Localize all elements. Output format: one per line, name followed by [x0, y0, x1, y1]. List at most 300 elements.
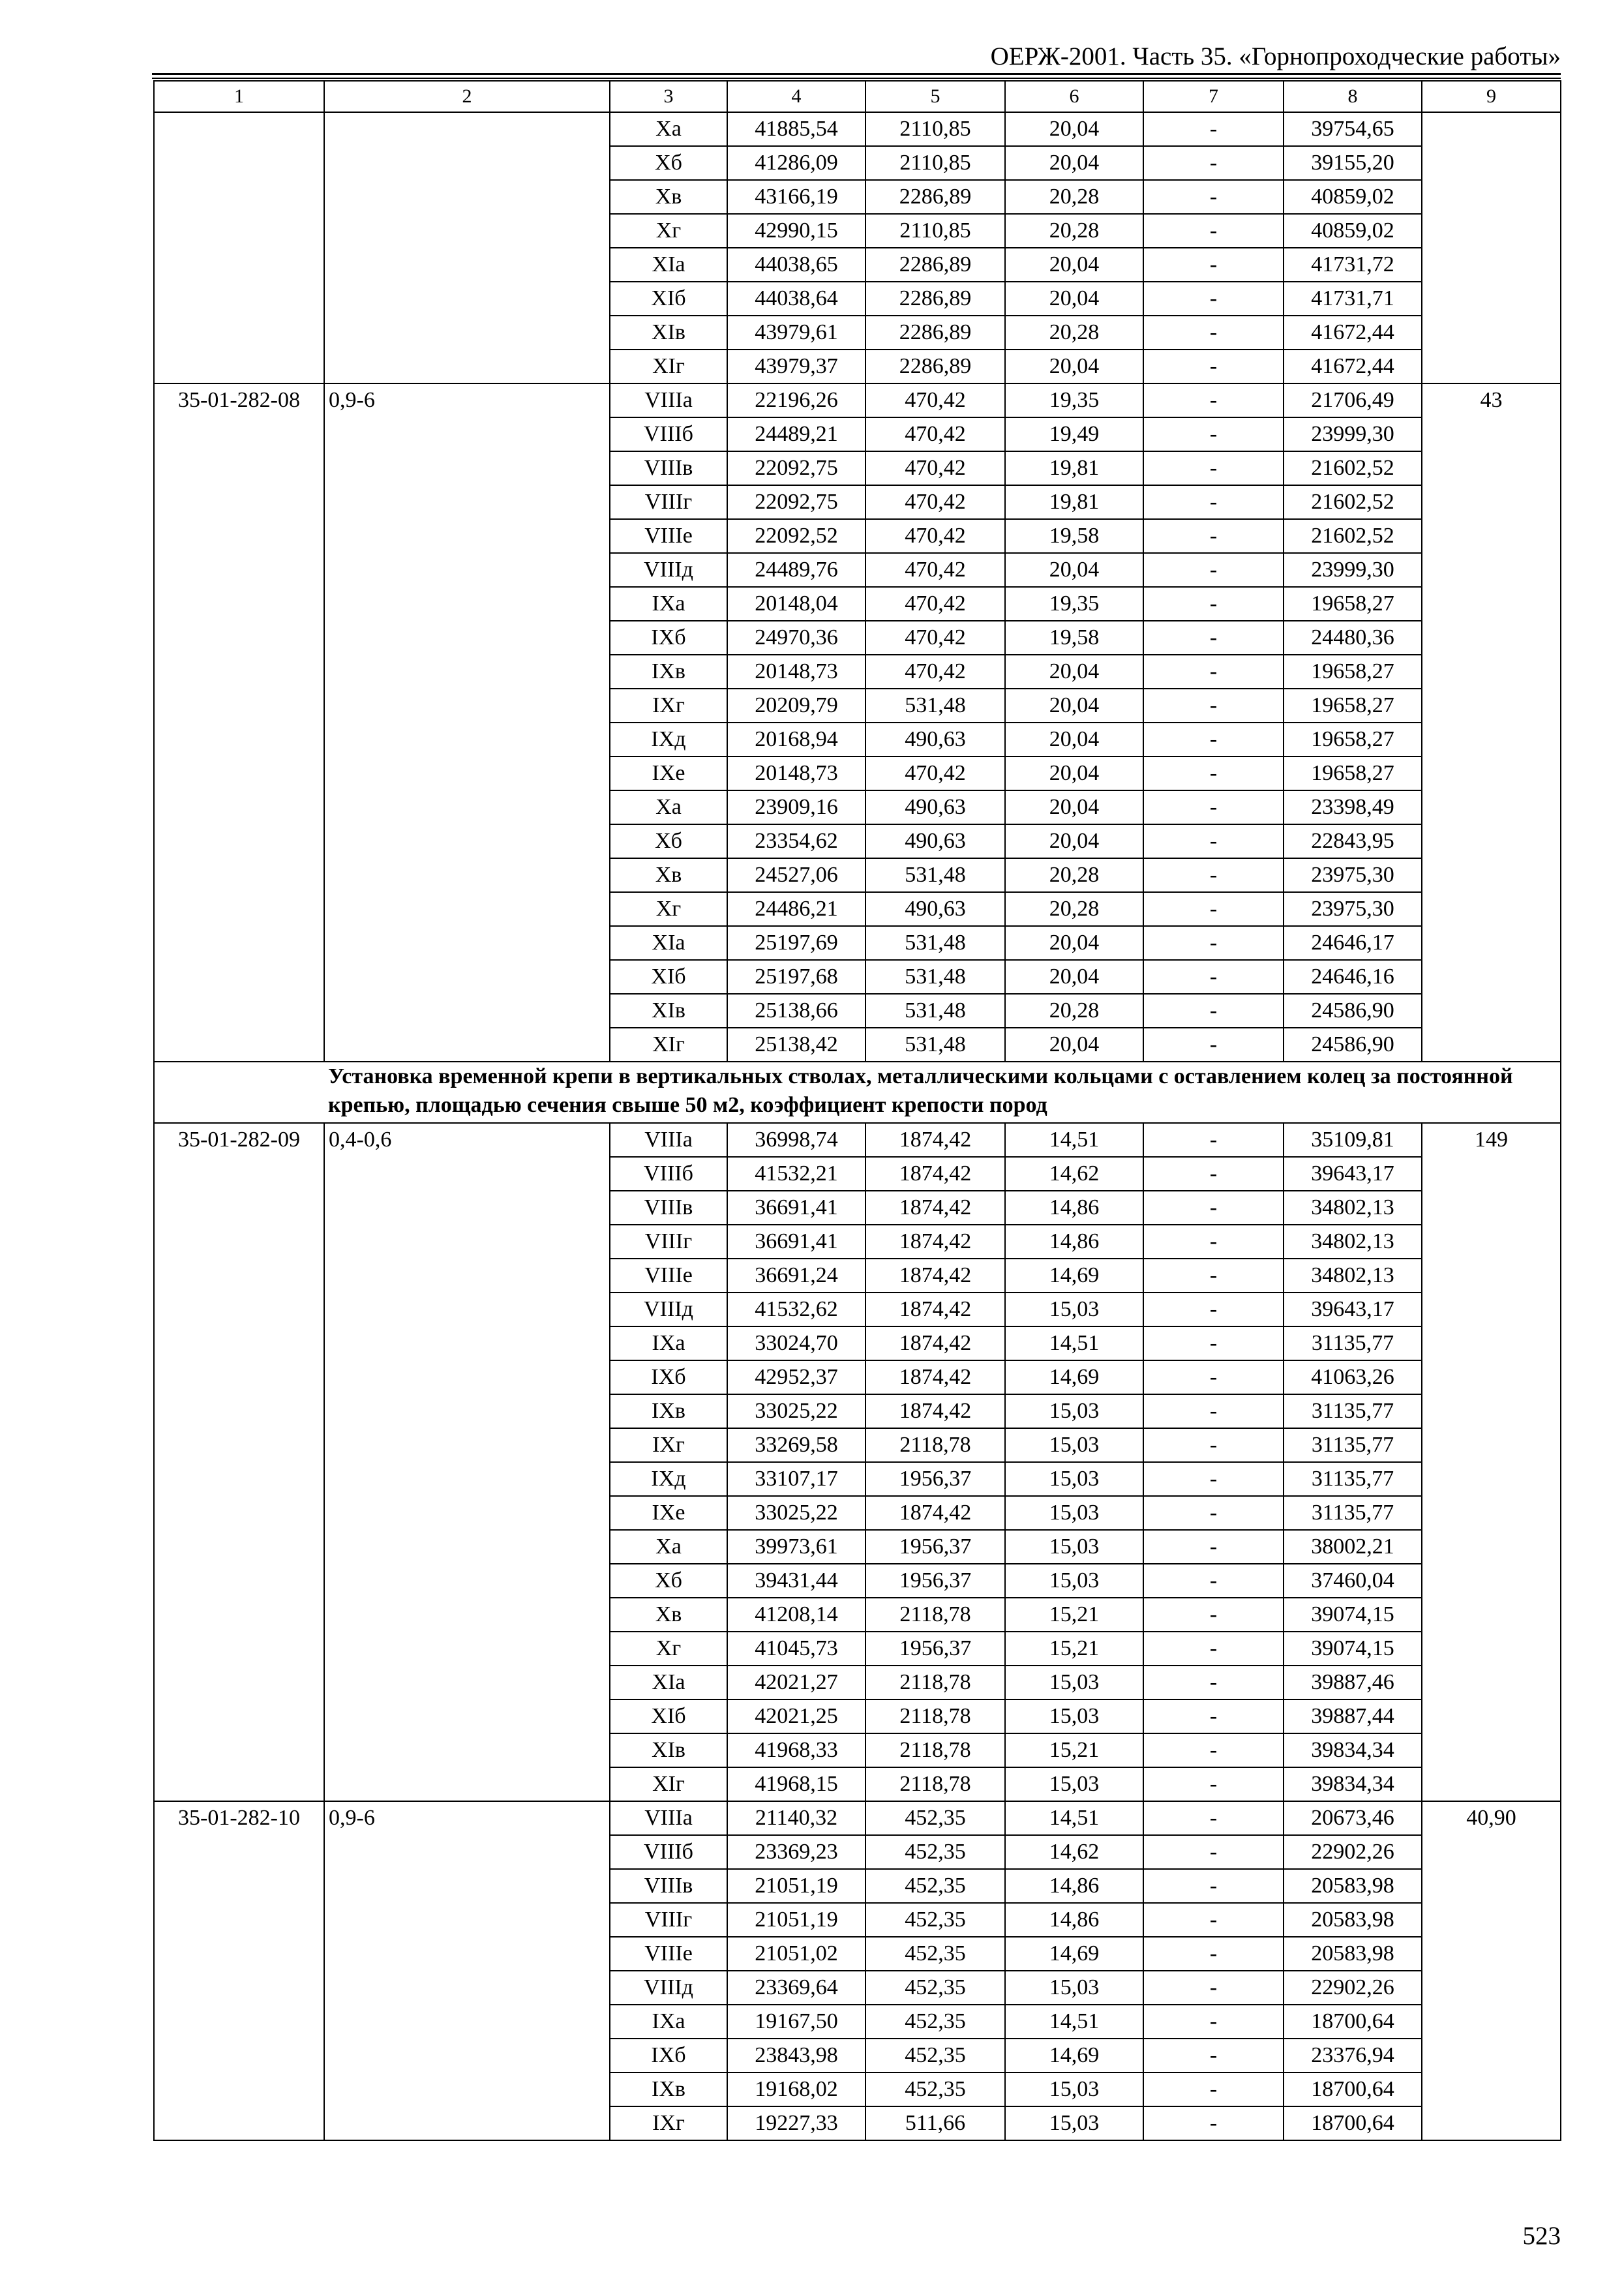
rock-group: IXд [610, 723, 727, 756]
machine-cost: 14,69 [1005, 1259, 1143, 1293]
direct-cost: 22092,52 [727, 519, 865, 553]
rock-group: VIIIб [610, 1835, 727, 1869]
material-cost: - [1143, 655, 1284, 689]
material-cost: - [1143, 689, 1284, 723]
material-cost: - [1143, 1801, 1284, 1835]
column-number-row [154, 81, 1561, 112]
other-cost: 37460,04 [1284, 1564, 1422, 1598]
other-cost: 19658,27 [1284, 689, 1422, 723]
rock-group: XIб [610, 1699, 727, 1733]
machine-cost: 20,28 [1005, 994, 1143, 1028]
labor-cost: 1956,37 [865, 1632, 1005, 1666]
material-cost: - [1143, 1767, 1284, 1801]
column-number: 9 [1422, 81, 1561, 112]
material-cost: - [1143, 1903, 1284, 1937]
rock-group: IXд [610, 1462, 727, 1496]
table-row [154, 383, 1561, 417]
header-rule-thin [152, 78, 1561, 79]
other-cost: 21602,52 [1284, 519, 1422, 553]
material-cost: - [1143, 621, 1284, 655]
machine-cost: 15,03 [1005, 1293, 1143, 1326]
machine-cost: 15,03 [1005, 1564, 1143, 1598]
material-cost: - [1143, 316, 1284, 350]
material-cost: - [1143, 858, 1284, 892]
other-cost: 39834,34 [1284, 1767, 1422, 1801]
other-cost: 18700,64 [1284, 2106, 1422, 2140]
other-cost: 31135,77 [1284, 1462, 1422, 1496]
direct-cost: 41968,15 [727, 1767, 865, 1801]
material-cost: - [1143, 1191, 1284, 1225]
direct-cost: 20148,04 [727, 587, 865, 621]
other-cost: 39643,17 [1284, 1157, 1422, 1191]
rock-group: XIв [610, 1733, 727, 1767]
rock-group: Xб [610, 1564, 727, 1598]
other-cost: 31135,77 [1284, 1394, 1422, 1428]
section-row [154, 1062, 1561, 1123]
machine-cost: 14,51 [1005, 1801, 1143, 1835]
direct-cost: 43979,37 [727, 350, 865, 383]
labor-cost: 511,66 [865, 2106, 1005, 2140]
labor-cost: 531,48 [865, 1028, 1005, 1062]
direct-cost: 36691,41 [727, 1225, 865, 1259]
material-cost: - [1143, 1530, 1284, 1564]
direct-cost: 23909,16 [727, 790, 865, 824]
other-cost: 34802,13 [1284, 1259, 1422, 1293]
rate-code: 35-01-282-08 [154, 383, 324, 1062]
material-cost: - [1143, 519, 1284, 553]
material-cost: - [1143, 960, 1284, 994]
rock-group: IXб [610, 1360, 727, 1394]
direct-cost: 41208,14 [727, 1598, 865, 1632]
machine-cost: 15,03 [1005, 1394, 1143, 1428]
strength-coefficient [324, 112, 610, 383]
material-cost: - [1143, 1835, 1284, 1869]
machine-cost: 14,86 [1005, 1225, 1143, 1259]
other-cost: 40859,02 [1284, 214, 1422, 248]
rock-group: XIг [610, 350, 727, 383]
other-cost: 38002,21 [1284, 1530, 1422, 1564]
labor-cost: 531,48 [865, 960, 1005, 994]
material-cost: - [1143, 485, 1284, 519]
table-row [154, 1801, 1561, 1835]
column-9-value: 40,90 [1422, 1801, 1561, 2140]
labor-cost: 2286,89 [865, 350, 1005, 383]
page-number: 523 [1522, 2222, 1561, 2250]
labor-cost: 452,35 [865, 1937, 1005, 1971]
machine-cost: 20,04 [1005, 960, 1143, 994]
material-cost: - [1143, 756, 1284, 790]
other-cost: 41672,44 [1284, 316, 1422, 350]
other-cost: 39155,20 [1284, 146, 1422, 180]
other-cost: 20583,98 [1284, 1869, 1422, 1903]
direct-cost: 24489,21 [727, 417, 865, 451]
rock-group: IXб [610, 2039, 727, 2072]
rock-group: VIIIд [610, 553, 727, 587]
direct-cost: 39973,61 [727, 1530, 865, 1564]
machine-cost: 15,21 [1005, 1632, 1143, 1666]
direct-cost: 36691,24 [727, 1259, 865, 1293]
machine-cost: 20,28 [1005, 858, 1143, 892]
labor-cost: 470,42 [865, 485, 1005, 519]
rock-group: VIIIe [610, 1937, 727, 1971]
labor-cost: 1874,42 [865, 1293, 1005, 1326]
machine-cost: 15,03 [1005, 1496, 1143, 1530]
material-cost: - [1143, 2106, 1284, 2140]
material-cost: - [1143, 248, 1284, 282]
other-cost: 24646,17 [1284, 926, 1422, 960]
labor-cost: 1874,42 [865, 1259, 1005, 1293]
direct-cost: 23369,64 [727, 1971, 865, 2005]
rock-group: IXe [610, 1496, 727, 1530]
machine-cost: 15,03 [1005, 1530, 1143, 1564]
direct-cost: 41968,33 [727, 1733, 865, 1767]
direct-cost: 33024,70 [727, 1326, 865, 1360]
rock-group: VIIIa [610, 383, 727, 417]
machine-cost: 19,58 [1005, 519, 1143, 553]
labor-cost: 1874,42 [865, 1326, 1005, 1360]
material-cost: - [1143, 1462, 1284, 1496]
material-cost: - [1143, 417, 1284, 451]
material-cost: - [1143, 1028, 1284, 1062]
material-cost: - [1143, 112, 1284, 146]
rock-group: Xa [610, 112, 727, 146]
material-cost: - [1143, 350, 1284, 383]
labor-cost: 531,48 [865, 926, 1005, 960]
machine-cost: 20,04 [1005, 926, 1143, 960]
rock-group: Xг [610, 214, 727, 248]
direct-cost: 24489,76 [727, 553, 865, 587]
rock-group: Xб [610, 146, 727, 180]
rock-group: IXг [610, 689, 727, 723]
machine-cost: 15,03 [1005, 1462, 1143, 1496]
other-cost: 20583,98 [1284, 1903, 1422, 1937]
material-cost: - [1143, 451, 1284, 485]
direct-cost: 42952,37 [727, 1360, 865, 1394]
labor-cost: 470,42 [865, 417, 1005, 451]
material-cost: - [1143, 1326, 1284, 1360]
rock-group: XIб [610, 960, 727, 994]
column-9-value: 149 [1422, 1123, 1561, 1801]
other-cost: 39834,34 [1284, 1733, 1422, 1767]
labor-cost: 531,48 [865, 994, 1005, 1028]
labor-cost: 1956,37 [865, 1530, 1005, 1564]
machine-cost: 14,69 [1005, 1937, 1143, 1971]
direct-cost: 24486,21 [727, 892, 865, 926]
machine-cost: 15,03 [1005, 2072, 1143, 2106]
direct-cost: 20209,79 [727, 689, 865, 723]
rates-table [153, 80, 1561, 2141]
labor-cost: 2286,89 [865, 316, 1005, 350]
material-cost: - [1143, 1598, 1284, 1632]
direct-cost: 36998,74 [727, 1123, 865, 1157]
labor-cost: 490,63 [865, 790, 1005, 824]
other-cost: 41063,26 [1284, 1360, 1422, 1394]
other-cost: 31135,77 [1284, 1496, 1422, 1530]
rock-group: Xг [610, 1632, 727, 1666]
labor-cost: 531,48 [865, 858, 1005, 892]
material-cost: - [1143, 723, 1284, 756]
other-cost: 19658,27 [1284, 655, 1422, 689]
material-cost: - [1143, 146, 1284, 180]
other-cost: 34802,13 [1284, 1191, 1422, 1225]
rock-group: VIIIa [610, 1801, 727, 1835]
direct-cost: 23843,98 [727, 2039, 865, 2072]
rock-group: XIг [610, 1028, 727, 1062]
other-cost: 24586,90 [1284, 1028, 1422, 1062]
material-cost: - [1143, 1293, 1284, 1326]
material-cost: - [1143, 2039, 1284, 2072]
material-cost: - [1143, 2072, 1284, 2106]
rock-group: XIa [610, 926, 727, 960]
other-cost: 31135,77 [1284, 1326, 1422, 1360]
other-cost: 41731,71 [1284, 282, 1422, 316]
machine-cost: 15,03 [1005, 1699, 1143, 1733]
other-cost: 23975,30 [1284, 858, 1422, 892]
labor-cost: 2118,78 [865, 1733, 1005, 1767]
table-row [154, 1123, 1561, 1157]
other-cost: 39887,46 [1284, 1666, 1422, 1699]
other-cost: 22902,26 [1284, 1971, 1422, 2005]
other-cost: 23999,30 [1284, 553, 1422, 587]
machine-cost: 14,86 [1005, 1903, 1143, 1937]
rock-group: IXв [610, 1394, 727, 1428]
other-cost: 39074,15 [1284, 1632, 1422, 1666]
direct-cost: 41885,54 [727, 112, 865, 146]
rock-group: XIa [610, 248, 727, 282]
machine-cost: 20,04 [1005, 282, 1143, 316]
labor-cost: 1874,42 [865, 1225, 1005, 1259]
machine-cost: 14,86 [1005, 1191, 1143, 1225]
material-cost: - [1143, 994, 1284, 1028]
labor-cost: 470,42 [865, 553, 1005, 587]
material-cost: - [1143, 1564, 1284, 1598]
direct-cost: 42990,15 [727, 214, 865, 248]
rock-group: VIIIa [610, 1123, 727, 1157]
labor-cost: 470,42 [865, 655, 1005, 689]
rate-code [154, 112, 324, 383]
rock-group: XIв [610, 994, 727, 1028]
labor-cost: 2286,89 [865, 180, 1005, 214]
direct-cost: 44038,65 [727, 248, 865, 282]
machine-cost: 20,04 [1005, 689, 1143, 723]
machine-cost: 20,04 [1005, 756, 1143, 790]
labor-cost: 2118,78 [865, 1699, 1005, 1733]
machine-cost: 20,28 [1005, 180, 1143, 214]
labor-cost: 452,35 [865, 1835, 1005, 1869]
labor-cost: 2118,78 [865, 1767, 1005, 1801]
machine-cost: 20,04 [1005, 350, 1143, 383]
rock-group: IXг [610, 1428, 727, 1462]
machine-cost: 14,69 [1005, 2039, 1143, 2072]
rock-group: VIIIв [610, 1191, 727, 1225]
other-cost: 41672,44 [1284, 350, 1422, 383]
column-number: 3 [610, 81, 727, 112]
labor-cost: 2118,78 [865, 1428, 1005, 1462]
direct-cost: 44038,64 [727, 282, 865, 316]
rock-group: IXв [610, 2072, 727, 2106]
header-rule [152, 73, 1561, 75]
page-header: ОЕРЖ-2001. Часть 35. «Горнопроходческие работы» [990, 42, 1561, 70]
other-cost: 18700,64 [1284, 2005, 1422, 2039]
direct-cost: 19168,02 [727, 2072, 865, 2106]
labor-cost: 452,35 [865, 1869, 1005, 1903]
column-number: 2 [324, 81, 610, 112]
direct-cost: 25197,68 [727, 960, 865, 994]
material-cost: - [1143, 1733, 1284, 1767]
labor-cost: 1956,37 [865, 1564, 1005, 1598]
material-cost: - [1143, 383, 1284, 417]
machine-cost: 14,69 [1005, 1360, 1143, 1394]
direct-cost: 20148,73 [727, 756, 865, 790]
section-title: Установка временной крепи в вертикальных стволах, металлическими кольцами с оставлением колец за постоянной крепью, площадью сечения свыше 50 м2, коэффициент крепости пород [154, 1062, 1561, 1123]
material-cost: - [1143, 1971, 1284, 2005]
rock-group: Xг [610, 892, 727, 926]
machine-cost: 20,04 [1005, 146, 1143, 180]
rate-code: 35-01-282-10 [154, 1801, 324, 2140]
other-cost: 22843,95 [1284, 824, 1422, 858]
rock-group: Xв [610, 858, 727, 892]
material-cost: - [1143, 553, 1284, 587]
machine-cost: 14,62 [1005, 1835, 1143, 1869]
machine-cost: 14,51 [1005, 1326, 1143, 1360]
direct-cost: 42021,25 [727, 1699, 865, 1733]
labor-cost: 452,35 [865, 1903, 1005, 1937]
direct-cost: 19167,50 [727, 2005, 865, 2039]
strength-coefficient: 0,9-6 [324, 1801, 610, 2140]
machine-cost: 15,03 [1005, 2106, 1143, 2140]
labor-cost: 470,42 [865, 621, 1005, 655]
rock-group: VIIIe [610, 1259, 727, 1293]
labor-cost: 1874,42 [865, 1191, 1005, 1225]
other-cost: 19658,27 [1284, 723, 1422, 756]
labor-cost: 2110,85 [865, 146, 1005, 180]
rock-group: IXг [610, 2106, 727, 2140]
rock-group: Xв [610, 180, 727, 214]
material-cost: - [1143, 587, 1284, 621]
other-cost: 20583,98 [1284, 1937, 1422, 1971]
machine-cost: 19,58 [1005, 621, 1143, 655]
rate-code: 35-01-282-09 [154, 1123, 324, 1801]
rock-group: VIIIд [610, 1971, 727, 2005]
machine-cost: 19,35 [1005, 587, 1143, 621]
labor-cost: 470,42 [865, 451, 1005, 485]
direct-cost: 22196,26 [727, 383, 865, 417]
machine-cost: 14,86 [1005, 1869, 1143, 1903]
machine-cost: 20,28 [1005, 316, 1143, 350]
rock-group: Xб [610, 824, 727, 858]
direct-cost: 20168,94 [727, 723, 865, 756]
rock-group: XIг [610, 1767, 727, 1801]
machine-cost: 20,04 [1005, 723, 1143, 756]
other-cost: 19658,27 [1284, 587, 1422, 621]
machine-cost: 19,81 [1005, 451, 1143, 485]
rock-group: XIв [610, 316, 727, 350]
column-9-value: 43 [1422, 383, 1561, 1062]
labor-cost: 2286,89 [865, 248, 1005, 282]
other-cost: 31135,77 [1284, 1428, 1422, 1462]
other-cost: 39887,44 [1284, 1699, 1422, 1733]
direct-cost: 20148,73 [727, 655, 865, 689]
direct-cost: 39431,44 [727, 1564, 865, 1598]
column-number: 6 [1005, 81, 1143, 112]
rock-group: VIIIд [610, 1293, 727, 1326]
material-cost: - [1143, 1632, 1284, 1666]
machine-cost: 14,51 [1005, 2005, 1143, 2039]
rock-group: XIб [610, 282, 727, 316]
other-cost: 21602,52 [1284, 485, 1422, 519]
machine-cost: 15,21 [1005, 1598, 1143, 1632]
rock-group: Xa [610, 1530, 727, 1564]
machine-cost: 19,49 [1005, 417, 1143, 451]
machine-cost: 20,28 [1005, 214, 1143, 248]
rock-group: VIIIг [610, 1225, 727, 1259]
labor-cost: 470,42 [865, 587, 1005, 621]
direct-cost: 33025,22 [727, 1496, 865, 1530]
material-cost: - [1143, 892, 1284, 926]
other-cost: 34802,13 [1284, 1225, 1422, 1259]
machine-cost: 20,04 [1005, 655, 1143, 689]
other-cost: 39074,15 [1284, 1598, 1422, 1632]
machine-cost: 20,28 [1005, 892, 1143, 926]
other-cost: 19658,27 [1284, 756, 1422, 790]
material-cost: - [1143, 1225, 1284, 1259]
rock-group: XIa [610, 1666, 727, 1699]
rock-group: Xв [610, 1598, 727, 1632]
machine-cost: 15,21 [1005, 1733, 1143, 1767]
material-cost: - [1143, 926, 1284, 960]
direct-cost: 19227,33 [727, 2106, 865, 2140]
direct-cost: 21051,02 [727, 1937, 865, 1971]
direct-cost: 43166,19 [727, 180, 865, 214]
labor-cost: 470,42 [865, 519, 1005, 553]
rock-group: IXa [610, 2005, 727, 2039]
other-cost: 40859,02 [1284, 180, 1422, 214]
material-cost: - [1143, 282, 1284, 316]
other-cost: 23999,30 [1284, 417, 1422, 451]
table-row [154, 112, 1561, 146]
direct-cost: 22092,75 [727, 451, 865, 485]
other-cost: 21602,52 [1284, 451, 1422, 485]
strength-coefficient: 0,9-6 [324, 383, 610, 1062]
column-number: 5 [865, 81, 1005, 112]
material-cost: - [1143, 1666, 1284, 1699]
material-cost: - [1143, 180, 1284, 214]
material-cost: - [1143, 1157, 1284, 1191]
labor-cost: 531,48 [865, 689, 1005, 723]
machine-cost: 20,04 [1005, 553, 1143, 587]
rock-group: IXб [610, 621, 727, 655]
other-cost: 39754,65 [1284, 112, 1422, 146]
column-number: 7 [1143, 81, 1284, 112]
other-cost: 24480,36 [1284, 621, 1422, 655]
labor-cost: 490,63 [865, 723, 1005, 756]
rock-group: VIIIe [610, 519, 727, 553]
direct-cost: 21051,19 [727, 1903, 865, 1937]
material-cost: - [1143, 214, 1284, 248]
labor-cost: 1874,42 [865, 1360, 1005, 1394]
material-cost: - [1143, 1360, 1284, 1394]
direct-cost: 41532,21 [727, 1157, 865, 1191]
material-cost: - [1143, 1394, 1284, 1428]
other-cost: 21706,49 [1284, 383, 1422, 417]
labor-cost: 452,35 [865, 2039, 1005, 2072]
machine-cost: 15,03 [1005, 1767, 1143, 1801]
machine-cost: 15,03 [1005, 1428, 1143, 1462]
labor-cost: 1874,42 [865, 1496, 1005, 1530]
labor-cost: 2118,78 [865, 1666, 1005, 1699]
labor-cost: 1874,42 [865, 1157, 1005, 1191]
other-cost: 24646,16 [1284, 960, 1422, 994]
